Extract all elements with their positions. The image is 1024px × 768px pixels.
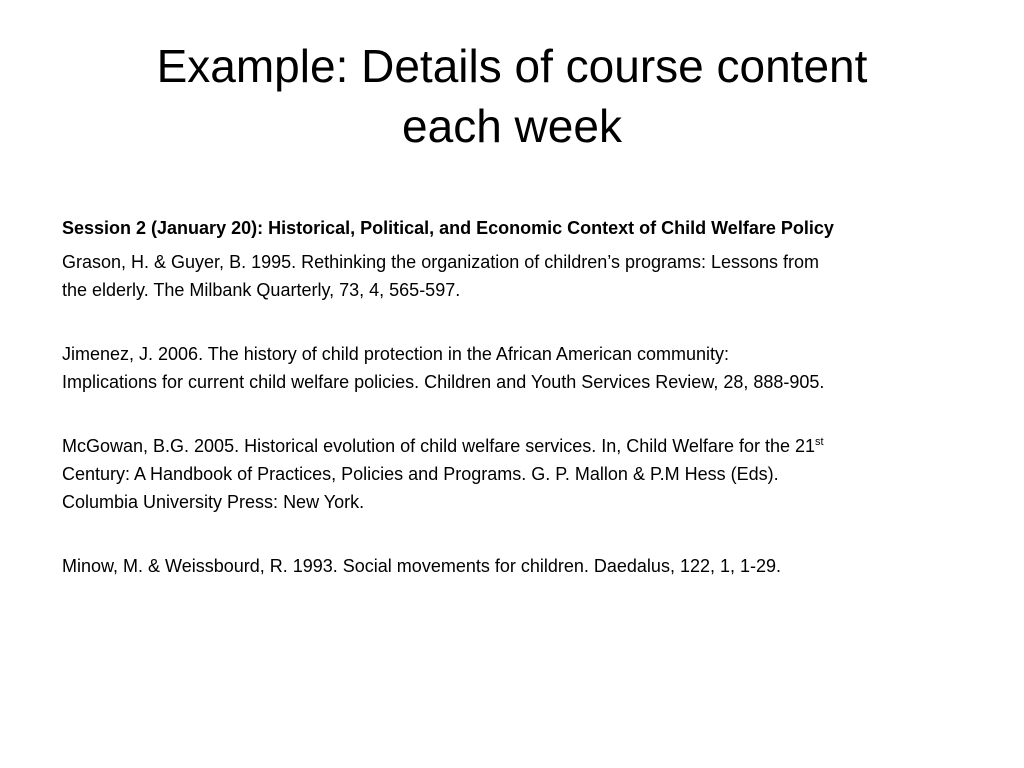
reference-line: Implications for current child welfare policies. Children and Youth Services Review, 28, 888-905. — [62, 372, 825, 392]
slide-title-line-2: each week — [402, 100, 622, 152]
reference-line: Minow, M. & Weissbourd, R. 1993. Social movements for children. Daedalus, 122, 1, 1-29. — [62, 556, 782, 576]
reference-line: Century: A Handbook of Practices, Policies and Programs. G. P. Mallon & P.M Hess (Eds). — [62, 464, 779, 484]
reference-jimenez — [62, 340, 962, 396]
session-heading: Session 2 (January 20): Historical, Political, and Economic Context of Child Welfare Policy — [62, 218, 834, 238]
reference-mcgowan — [62, 432, 962, 516]
slide-title — [40, 36, 984, 156]
superscript-ordinal: st — [815, 436, 824, 448]
reference-line: the elderly. The Milbank Quarterly, 73, 4, 565-597. — [62, 280, 461, 300]
reference-line: McGowan, B.G. 2005. Historical evolution of child welfare services. In, Child Welfare for the 21 — [62, 436, 816, 456]
reference-minow — [62, 552, 962, 580]
slide-title-line-1: Example: Details of course content — [156, 40, 868, 92]
reference-line: Jimenez, J. 2006. The history of child protection in the African American community: — [62, 344, 729, 364]
reference-line: Columbia University Press: New York. — [62, 492, 365, 512]
slide-content — [62, 214, 962, 616]
reference-grason — [62, 248, 962, 304]
reference-line: Grason, H. & Guyer, B. 1995. Rethinking the organization of children’s programs: Lessons from — [62, 252, 820, 272]
